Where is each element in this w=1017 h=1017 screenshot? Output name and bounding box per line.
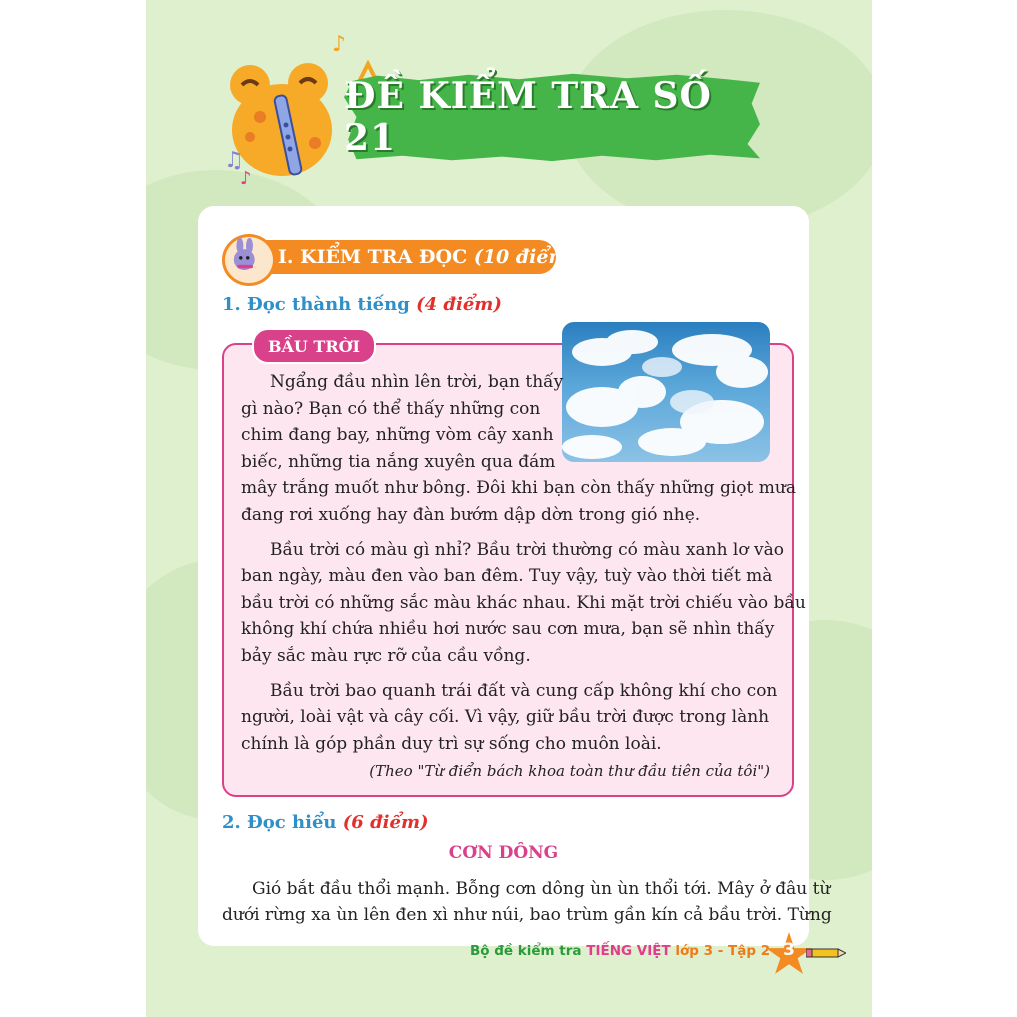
passage-line: chính là góp phần duy trì sự sống cho muôn loài. bbox=[241, 734, 662, 754]
passage-intro-line: chim đang bay, những vòm cây xanh bbox=[241, 425, 554, 445]
section-title bbox=[278, 240, 578, 274]
passage-source: (Theo "Từ điển bách khoa toàn thư đầu tiên của tôi") bbox=[369, 762, 770, 780]
passage-line: bảy sắc màu rực rỡ của cầu vồng. bbox=[241, 646, 531, 666]
part1-points: (4 điểm) bbox=[416, 294, 502, 315]
story-line: Gió bắt đầu thổi mạnh. Bỗng cơn dông ùn ùn thổi tới. Mây ở đâu từ bbox=[252, 879, 831, 899]
passage-line: đang rơi xuống hay đàn bướm dập dờn trong gió nhẹ. bbox=[241, 505, 701, 525]
footer-book-title bbox=[470, 943, 770, 959]
music-note-icon: ♪ bbox=[332, 32, 347, 57]
footer-grade: lớp 3 - Tập 2 bbox=[675, 943, 771, 959]
page-title: ĐỀ KIỂM TRA SỐ 21 bbox=[344, 75, 712, 159]
story-line: dưới rừng xa ùn lên đen xì như núi, bao trùm gần kín cả bầu trời. Từng bbox=[222, 905, 832, 925]
part1-heading bbox=[222, 294, 502, 315]
part2-heading-label: 2. Đọc hiểu bbox=[222, 812, 337, 833]
passage-line: Bầu trời có màu gì nhỉ? Bầu trời thường có màu xanh lơ vào bbox=[270, 540, 784, 560]
music-note-icon: ♪ bbox=[240, 168, 252, 189]
part1-heading-label: 1. Đọc thành tiếng bbox=[222, 294, 410, 315]
footer-subject: TIẾNG VIỆT bbox=[586, 943, 671, 959]
passage-title-tag: BẦU TRỜI bbox=[252, 328, 376, 364]
passage-line: mây trắng muốt như bông. Đôi khi bạn còn thấy những giọt mưa bbox=[241, 478, 796, 498]
sky-clouds-image bbox=[562, 322, 770, 462]
music-note-icon: ♫ bbox=[224, 148, 244, 173]
passage-line: Bầu trời bao quanh trái đất và cung cấp không khí cho con bbox=[270, 681, 778, 701]
footer-prefix: Bộ đề kiểm tra bbox=[470, 943, 582, 959]
pencil-icon bbox=[806, 946, 846, 960]
passage-line: người, loài vật và cây cối. Vì vậy, giữ bầu trời được trong lành bbox=[241, 707, 770, 727]
section-points: (10 điểm) bbox=[473, 246, 578, 268]
passage-line: không khí chứa nhiều hơi nước sau cơn mưa, bạn sẽ nhìn thấy bbox=[241, 619, 775, 639]
passage-line: bầu trời có những sắc màu khác nhau. Khi mặt trời chiếu vào bầu bbox=[241, 593, 806, 613]
part2-heading bbox=[222, 812, 429, 833]
part2-points: (6 điểm) bbox=[342, 812, 429, 833]
page-number: 3 bbox=[783, 940, 795, 960]
story-title: CƠN DÔNG bbox=[448, 843, 559, 863]
passage-intro-line: biếc, những tia nắng xuyên qua đám bbox=[241, 452, 556, 472]
passage-intro-line: Ngẩng đầu nhìn lên trời, bạn thấy bbox=[270, 372, 564, 392]
bunny-mascot-icon bbox=[222, 234, 276, 286]
passage-line: ban ngày, màu đen vào ban đêm. Tuy vậy, tuỳ vào thời tiết mà bbox=[241, 566, 773, 586]
section-label: I. KIỂM TRA ĐỌC bbox=[278, 246, 468, 268]
passage-intro-line: gì nào? Bạn có thể thấy những con bbox=[241, 399, 541, 419]
